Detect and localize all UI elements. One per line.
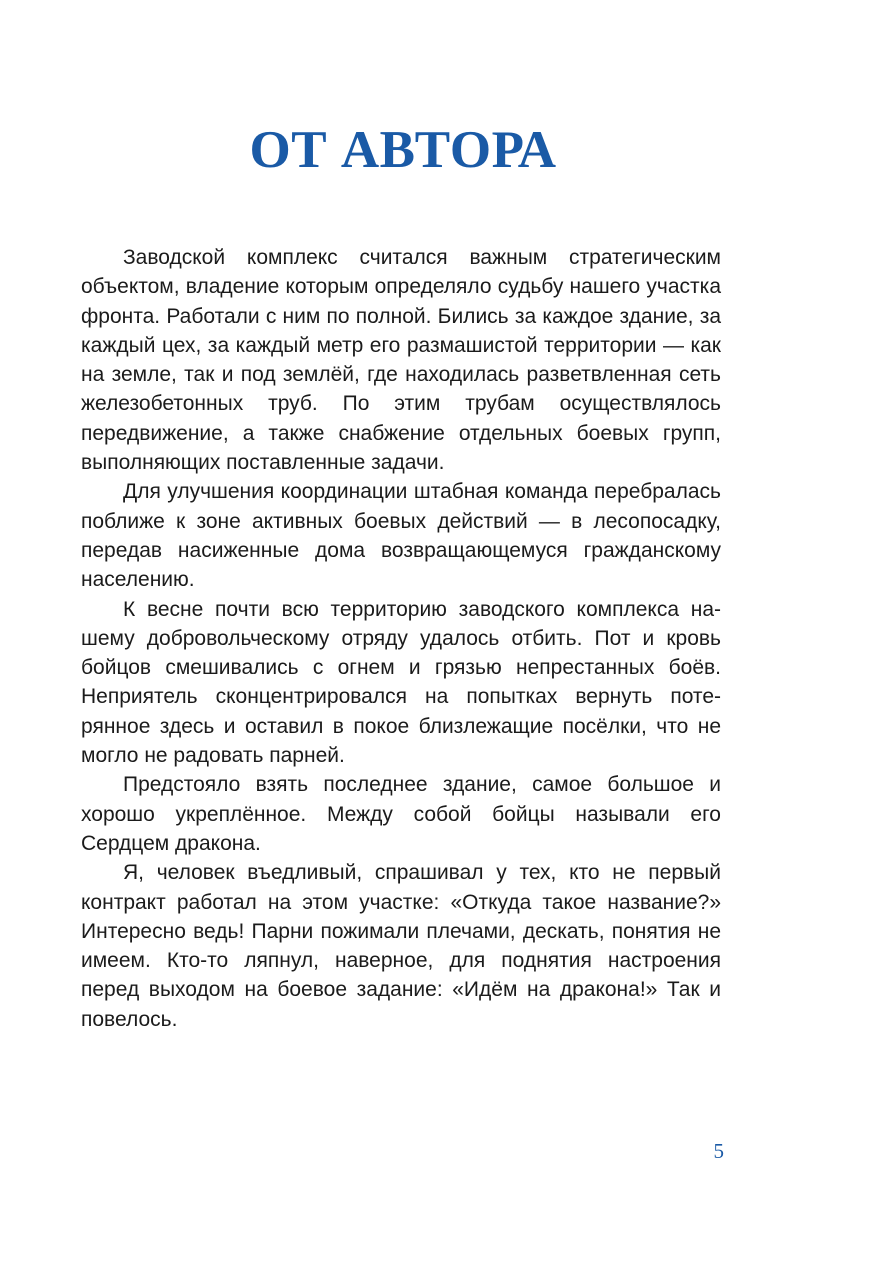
paragraph-1: Заводской комплекс считался важным стратегическим объектом, владение которым определяло судьбу нашего участка фронта. Работали с ним по полной. Бились за каждое здание, за каждый цех, за каждый метр его размашистой территории — как на земле, так и под землёй, где находилась разветвленная сеть железобетонных труб. По этим трубам осуществлялось передвижение, а также снабжение отдельных боевых групп, выполняющих поставленные задачи. [81, 246, 721, 475]
chapter-title: ОТ АВТОРА [249, 121, 557, 179]
paragraph-4: Предстояло взять последнее здание, самое большое и хорошо укреплённое. Между собой бойцы называли его Сердцем дракона. [81, 773, 721, 855]
page-number: 5 [713, 1139, 724, 1163]
paragraph-3: К весне почти всю территорию заводского комплекса нашему добровольческому отряду удалось отбить. Пот и кровь бойцов смешивались с огнем и грязью непрестанных боёв. Неприятель сконцентрировался на попытках вернуть потерянное здесь и оставил в покое близлежащие посёлки, что не могло не радовать парней. [81, 597, 721, 768]
body-text [81, 243, 721, 1034]
paragraph-5: Я, человек въедливый, спрашивал у тех, кто не первый контракт работал на этом участке: «Откуда такое название?» Интересно ведь! Парни пожимали плечами, дескать, понятия не имеем. Кто-то ляпнул, наверное, для поднятия настроения перед выходом на боевое задание: «Идём на дракона!» Так и повелось. [81, 861, 721, 1031]
paragraph-2: Для улучшения координации штабная команда перебралась поближе к зоне активных боевых действий — в лесопосадку, передав насиженные дома возвращающемуся гражданскому населению. [81, 480, 721, 592]
